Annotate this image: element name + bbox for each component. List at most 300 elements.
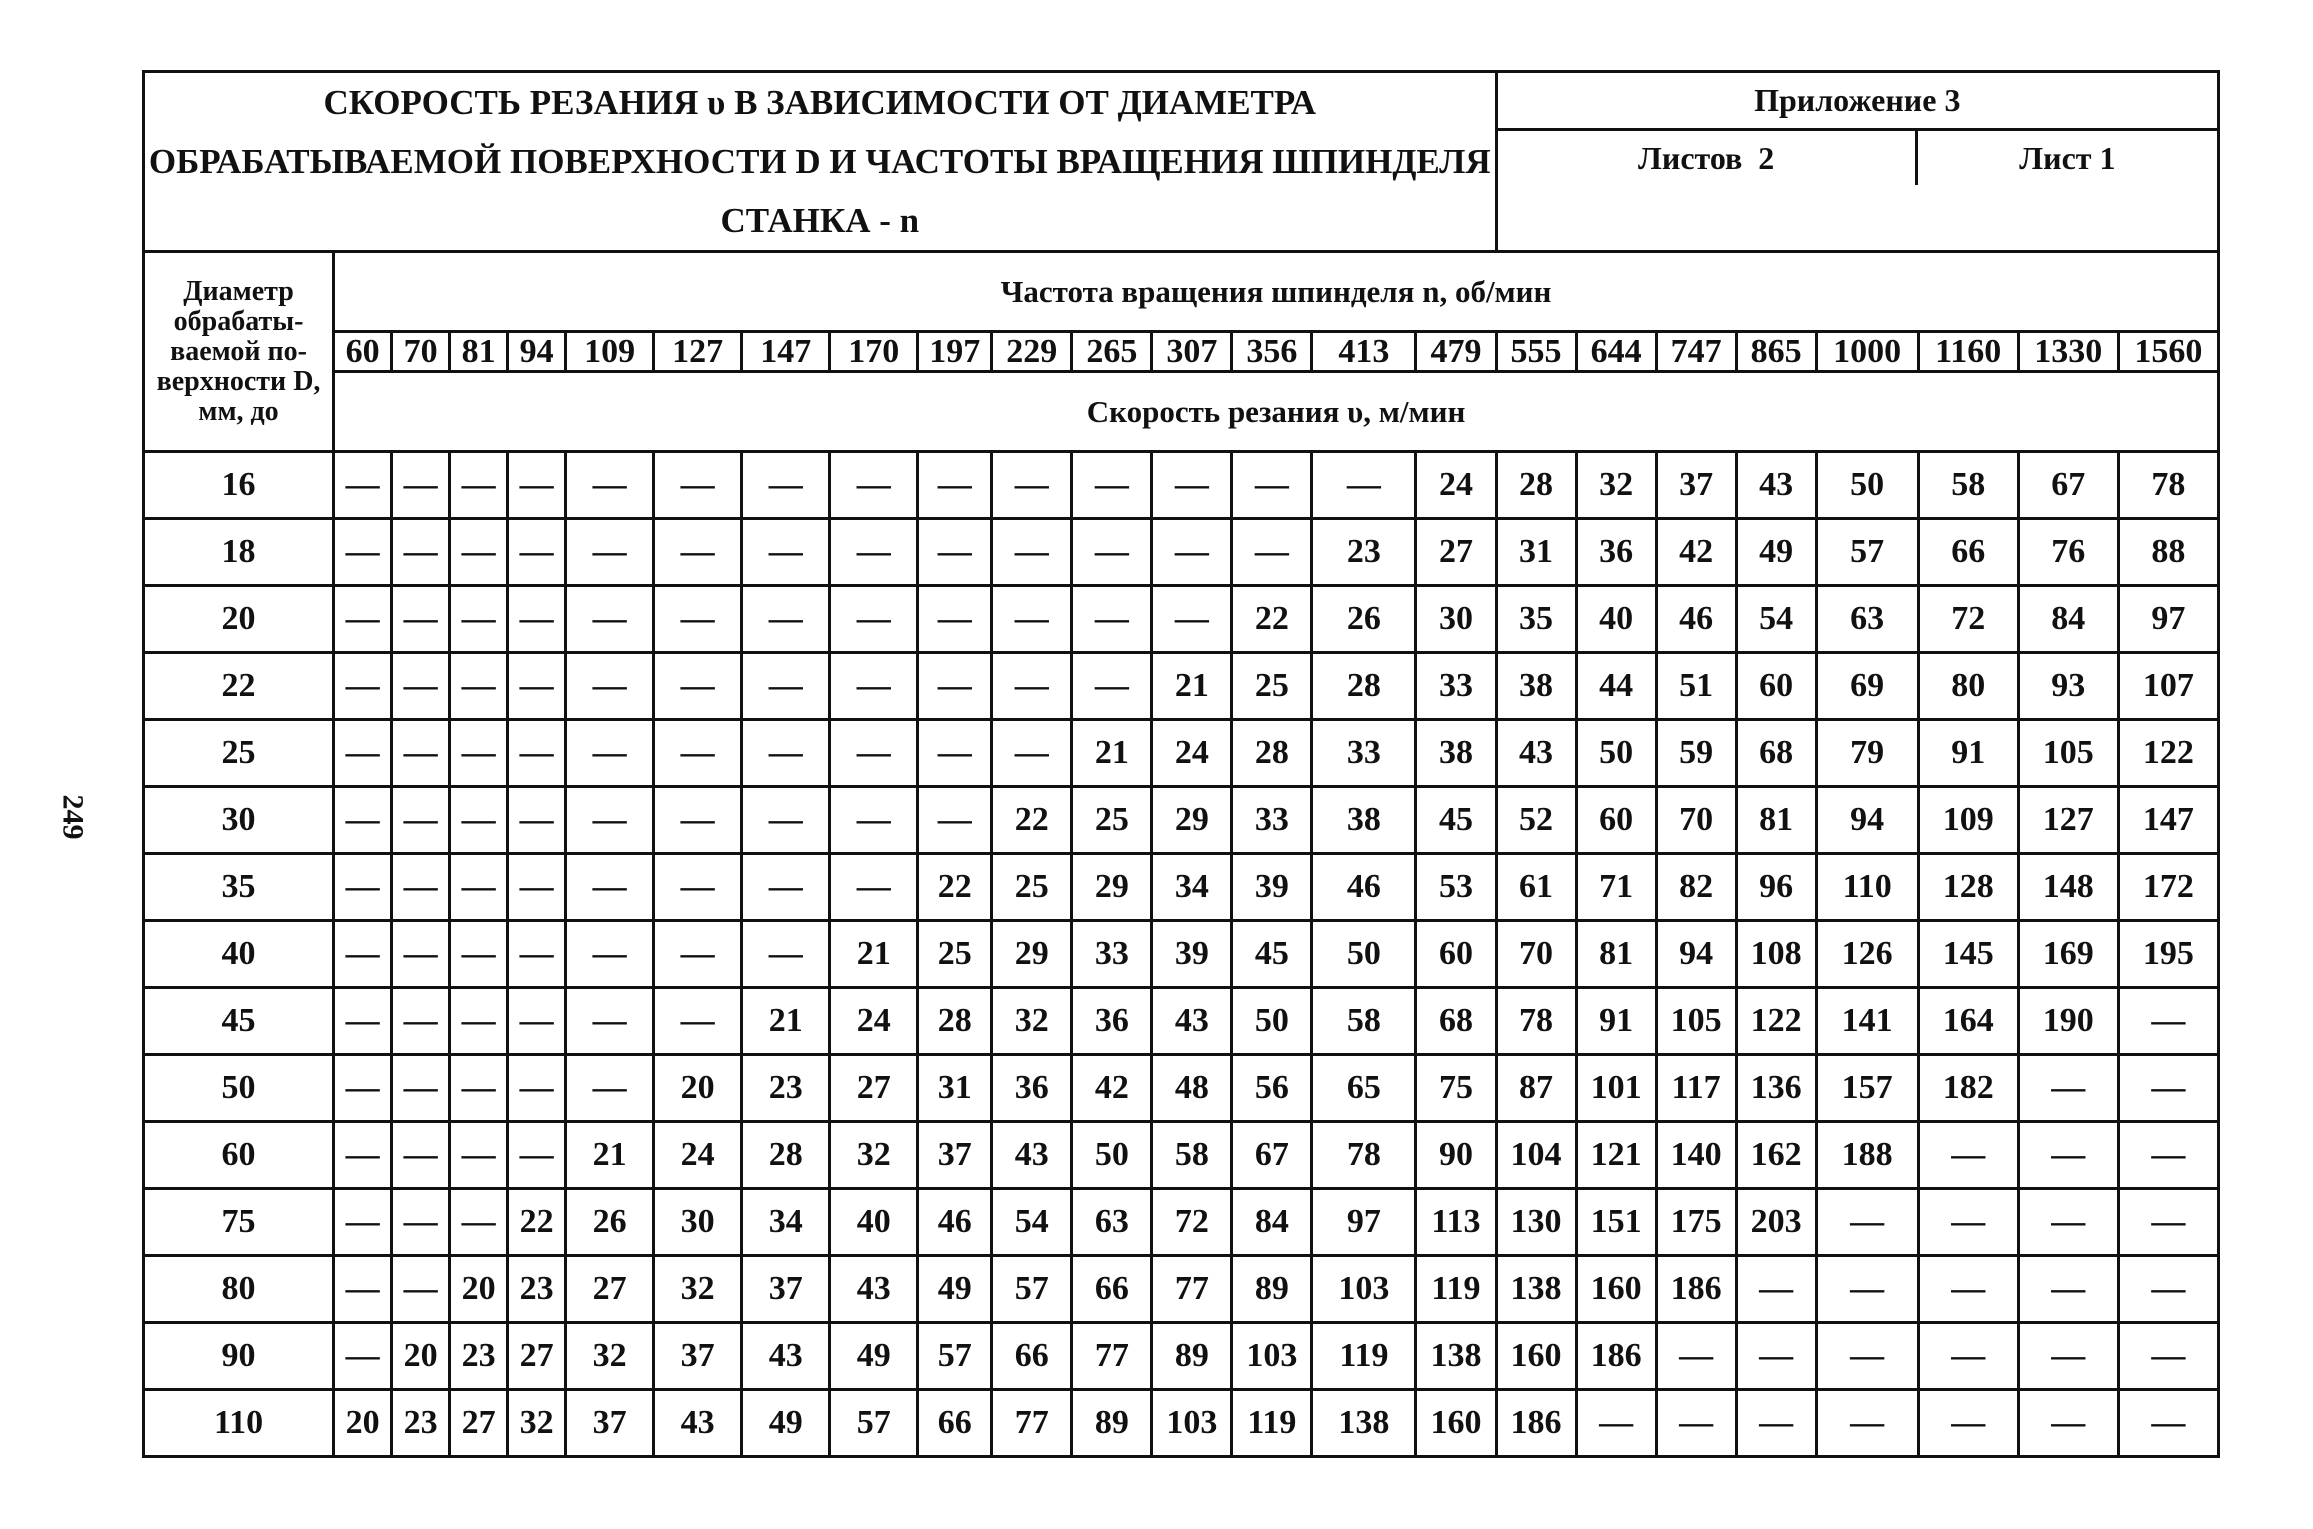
- cutting-speed-cell: 103: [1312, 1256, 1416, 1323]
- cutting-speed-cell: —: [654, 988, 742, 1055]
- cutting-speed-cell: —: [992, 653, 1072, 720]
- cutting-speed-cell: 68: [1416, 988, 1496, 1055]
- cutting-speed-cell: —: [334, 1189, 392, 1256]
- cutting-speed-cell: 148: [2018, 854, 2118, 921]
- cutting-speed-cell: 28: [1496, 452, 1576, 519]
- cutting-speed-cell: —: [392, 653, 450, 720]
- cutting-speed-cell: 97: [1312, 1189, 1416, 1256]
- table-row: [144, 1256, 2219, 1323]
- spindle-speed-cell: 197: [918, 332, 992, 372]
- cutting-speed-cell: 26: [1312, 586, 1416, 653]
- cutting-speed-cell: 63: [1816, 586, 1918, 653]
- cutting-speed-cell: 22: [992, 787, 1072, 854]
- cutting-speed-cell: 151: [1576, 1189, 1656, 1256]
- cutting-speed-cell: 45: [1232, 921, 1312, 988]
- table-row: [144, 787, 2219, 854]
- cutting-speed-cell: 43: [1496, 720, 1576, 787]
- diameter-cell: 20: [144, 586, 334, 653]
- cutting-speed-cell: —: [334, 1323, 392, 1390]
- cutting-speed-cell: 147: [2118, 787, 2218, 854]
- cutting-speed-cell: 145: [1918, 921, 2018, 988]
- cutting-speed-cell: 33: [1312, 720, 1416, 787]
- cutting-speed-cell: —: [654, 787, 742, 854]
- cutting-speed-cell: —: [2018, 1323, 2118, 1390]
- cutting-speed-cell: 57: [1816, 519, 1918, 586]
- cutting-speed-cell: —: [566, 854, 654, 921]
- cutting-speed-cell: —: [654, 452, 742, 519]
- cutting-speed-cell: 88: [2118, 519, 2218, 586]
- cutting-speed-cell: 81: [1736, 787, 1816, 854]
- cutting-speed-cell: 81: [1576, 921, 1656, 988]
- cutting-speed-cell: —: [654, 921, 742, 988]
- cutting-speed-cell: 87: [1496, 1055, 1576, 1122]
- diameter-column-header: Диаметр обрабаты-ваемой по-верхности D, мм, до: [144, 252, 334, 452]
- cutting-speed-cell: 50: [1232, 988, 1312, 1055]
- cutting-speed-cell: 32: [508, 1390, 566, 1457]
- cutting-speed-cell: —: [992, 586, 1072, 653]
- cutting-speed-cell: —: [742, 921, 830, 988]
- cutting-speed-cell: 44: [1576, 653, 1656, 720]
- cutting-speed-cell: 60: [1416, 921, 1496, 988]
- cutting-speed-cell: 42: [1072, 1055, 1152, 1122]
- cutting-speed-cell: 29: [992, 921, 1072, 988]
- cutting-speed-cell: —: [1656, 1323, 1736, 1390]
- cutting-speed-cell: 31: [1496, 519, 1576, 586]
- cutting-speed-cell: 25: [992, 854, 1072, 921]
- cutting-speed-cell: 43: [992, 1122, 1072, 1189]
- cutting-speed-cell: 43: [742, 1323, 830, 1390]
- cutting-speed-cell: 128: [1918, 854, 2018, 921]
- spindle-speed-cell: 1000: [1816, 332, 1918, 372]
- spindle-speed-cell: 265: [1072, 332, 1152, 372]
- cutting-speed-cell: 119: [1312, 1323, 1416, 1390]
- cutting-speed-cell: 172: [2118, 854, 2218, 921]
- cutting-speed-cell: 22: [1232, 586, 1312, 653]
- cutting-speed-cell: 140: [1656, 1122, 1736, 1189]
- cutting-speed-cell: 103: [1152, 1390, 1232, 1457]
- cutting-speed-cell: 75: [1416, 1055, 1496, 1122]
- cutting-speed-cell: 43: [654, 1390, 742, 1457]
- cutting-speed-cell: 138: [1496, 1256, 1576, 1323]
- cutting-speed-cell: 70: [1496, 921, 1576, 988]
- cutting-speed-table: [142, 70, 2220, 1458]
- cutting-speed-cell: 162: [1736, 1122, 1816, 1189]
- cutting-speed-cell: —: [742, 519, 830, 586]
- cutting-speed-cell: 50: [1576, 720, 1656, 787]
- diameter-cell: 40: [144, 921, 334, 988]
- cutting-speed-cell: 20: [334, 1390, 392, 1457]
- spindle-speed-cell: 81: [450, 332, 508, 372]
- cutting-speed-cell: 122: [1736, 988, 1816, 1055]
- cutting-speed-cell: 160: [1496, 1323, 1576, 1390]
- cutting-speed-cell: 138: [1416, 1323, 1496, 1390]
- cutting-speed-cell: —: [392, 854, 450, 921]
- cutting-speed-cell: 27: [450, 1390, 508, 1457]
- cutting-speed-cell: —: [1918, 1256, 2018, 1323]
- cutting-speed-cell: 65: [1312, 1055, 1416, 1122]
- cutting-speed-cell: —: [654, 653, 742, 720]
- cutting-speed-cell: —: [830, 586, 918, 653]
- cutting-speed-cell: 186: [1496, 1390, 1576, 1457]
- cutting-speed-cell: 90: [1416, 1122, 1496, 1189]
- cutting-speed-cell: 186: [1576, 1323, 1656, 1390]
- cutting-speed-cell: 20: [392, 1323, 450, 1390]
- table-row: [144, 653, 2219, 720]
- cutting-speed-cell: —: [392, 519, 450, 586]
- cutting-speed-cell: —: [1152, 519, 1232, 586]
- cutting-speed-cell: —: [2118, 1256, 2218, 1323]
- cutting-speed-cell: 36: [992, 1055, 1072, 1122]
- cutting-speed-cell: —: [392, 1256, 450, 1323]
- cutting-speed-cell: 29: [1152, 787, 1232, 854]
- cutting-speed-cell: 30: [654, 1189, 742, 1256]
- cutting-speed-cell: 28: [742, 1122, 830, 1189]
- cutting-speed-cell: —: [2018, 1189, 2118, 1256]
- cutting-speed-cell: 190: [2018, 988, 2118, 1055]
- cutting-speed-cell: —: [1072, 653, 1152, 720]
- cutting-speed-cell: —: [450, 1055, 508, 1122]
- cutting-speed-cell: 79: [1816, 720, 1918, 787]
- cutting-speed-cell: —: [334, 1055, 392, 1122]
- cutting-speed-cell: 49: [742, 1390, 830, 1457]
- cutting-speed-cell: 30: [1416, 586, 1496, 653]
- cutting-speed-cell: 40: [1576, 586, 1656, 653]
- cutting-speed-cell: 43: [830, 1256, 918, 1323]
- cutting-speed-cell: 46: [1656, 586, 1736, 653]
- cutting-speed-cell: —: [392, 1055, 450, 1122]
- diameter-cell: 80: [144, 1256, 334, 1323]
- cutting-speed-cell: 24: [1416, 452, 1496, 519]
- cutting-speed-cell: 122: [2118, 720, 2218, 787]
- cutting-speed-cell: —: [392, 586, 450, 653]
- cutting-speed-cell: 21: [830, 921, 918, 988]
- cutting-speed-cell: —: [2118, 1189, 2218, 1256]
- diameter-cell: 90: [144, 1323, 334, 1390]
- cutting-speed-cell: 28: [918, 988, 992, 1055]
- cutting-speed-cell: —: [450, 1189, 508, 1256]
- spindle-speed-cell: 644: [1576, 332, 1656, 372]
- cutting-speed-cell: 23: [508, 1256, 566, 1323]
- diameter-cell: 16: [144, 452, 334, 519]
- cutting-speed-cell: 24: [654, 1122, 742, 1189]
- cutting-speed-cell: 27: [1416, 519, 1496, 586]
- cutting-speed-cell: 160: [1416, 1390, 1496, 1457]
- cutting-speed-cell: 53: [1416, 854, 1496, 921]
- cutting-speed-cell: 94: [1656, 921, 1736, 988]
- cutting-speed-cell: 23: [742, 1055, 830, 1122]
- spindle-speed-row: [144, 332, 2219, 372]
- cutting-speed-cell: —: [2118, 988, 2218, 1055]
- cutting-speed-cell: 103: [1232, 1323, 1312, 1390]
- cutting-speed-cell: —: [392, 787, 450, 854]
- cutting-speed-cell: —: [450, 787, 508, 854]
- cutting-speed-cell: 50: [1312, 921, 1416, 988]
- sheet-current-label: Лист 1: [2019, 139, 2116, 176]
- cutting-speed-cell: 39: [1152, 921, 1232, 988]
- cutting-speed-cell: 186: [1656, 1256, 1736, 1323]
- cutting-speed-cell: —: [2118, 1390, 2218, 1457]
- cutting-speed-cell: —: [508, 1055, 566, 1122]
- cutting-speed-cell: —: [450, 586, 508, 653]
- cutting-speed-cell: —: [566, 452, 654, 519]
- cutting-speed-cell: —: [742, 854, 830, 921]
- cutting-speed-cell: —: [992, 452, 1072, 519]
- cutting-speed-cell: 37: [1656, 452, 1736, 519]
- cutting-speed-cell: —: [2118, 1122, 2218, 1189]
- cutting-speed-cell: 78: [1496, 988, 1576, 1055]
- cutting-speed-cell: —: [830, 452, 918, 519]
- cutting-speed-cell: —: [1576, 1390, 1656, 1457]
- cutting-speed-cell: —: [566, 653, 654, 720]
- cutting-speed-cell: 195: [2118, 921, 2218, 988]
- cutting-speed-cell: 89: [1072, 1390, 1152, 1457]
- table-row: [144, 720, 2219, 787]
- cutting-speed-cell: 70: [1656, 787, 1736, 854]
- cutting-speed-cell: —: [1232, 452, 1312, 519]
- cutting-speed-cell: 160: [1576, 1256, 1656, 1323]
- cutting-speed-cell: —: [566, 921, 654, 988]
- cutting-speed-cell: 78: [1312, 1122, 1416, 1189]
- diameter-cell: 25: [144, 720, 334, 787]
- cutting-speed-cell: 33: [1232, 787, 1312, 854]
- cutting-speed-cell: 107: [2118, 653, 2218, 720]
- cutting-speed-cell: 113: [1416, 1189, 1496, 1256]
- cutting-speed-cell: 43: [1736, 452, 1816, 519]
- cutting-speed-cell: —: [742, 720, 830, 787]
- cutting-speed-cell: —: [918, 653, 992, 720]
- cutting-speed-cell: —: [1072, 586, 1152, 653]
- cutting-speed-cell: 46: [918, 1189, 992, 1256]
- table-row: [144, 519, 2219, 586]
- cutting-speed-cell: 27: [566, 1256, 654, 1323]
- spindle-speed-cell: 1560: [2118, 332, 2218, 372]
- cutting-speed-cell: 77: [1072, 1323, 1152, 1390]
- cutting-speed-cell: 37: [566, 1390, 654, 1457]
- cutting-speed-cell: 66: [1918, 519, 2018, 586]
- cutting-speed-cell: 108: [1736, 921, 1816, 988]
- cutting-speed-cell: 68: [1736, 720, 1816, 787]
- cutting-speed-cell: —: [1736, 1323, 1816, 1390]
- cutting-speed-cell: —: [566, 988, 654, 1055]
- cutting-speed-cell: —: [450, 452, 508, 519]
- cutting-speed-cell: 32: [654, 1256, 742, 1323]
- cutting-speed-cell: 182: [1918, 1055, 2018, 1122]
- cutting-speed-cell: —: [2018, 1390, 2118, 1457]
- spindle-speed-cell: 307: [1152, 332, 1232, 372]
- cutting-speed-cell: 78: [2118, 452, 2218, 519]
- cutting-speed-cell: 94: [1816, 787, 1918, 854]
- table-row: [144, 921, 2219, 988]
- spindle-speed-cell: 555: [1496, 332, 1576, 372]
- cutting-speed-cell: 25: [1232, 653, 1312, 720]
- cutting-speed-cell: 37: [918, 1122, 992, 1189]
- diameter-cell: 22: [144, 653, 334, 720]
- cutting-speed-cell: 50: [1816, 452, 1918, 519]
- cutting-speed-cell: —: [450, 1122, 508, 1189]
- cutting-speed-cell: —: [508, 1122, 566, 1189]
- table-row: [144, 854, 2219, 921]
- cutting-speed-cell: 54: [1736, 586, 1816, 653]
- cutting-speed-cell: 58: [1312, 988, 1416, 1055]
- cutting-speed-cell: —: [334, 452, 392, 519]
- cutting-speed-cell: 169: [2018, 921, 2118, 988]
- cutting-speed-cell: —: [508, 586, 566, 653]
- spindle-speed-header: Частота вращения шпинделя n, об/мин: [334, 252, 2219, 332]
- cutting-speed-cell: 126: [1816, 921, 1918, 988]
- cutting-speed-cell: 60: [1736, 653, 1816, 720]
- appendix-label: Приложение 3: [1498, 73, 2217, 131]
- cutting-speed-cell: —: [566, 1055, 654, 1122]
- cutting-speed-cell: 56: [1232, 1055, 1312, 1122]
- cutting-speed-cell: 50: [1072, 1122, 1152, 1189]
- cutting-speed-cell: 67: [1232, 1122, 1312, 1189]
- cutting-speed-cell: 45: [1416, 787, 1496, 854]
- cutting-speed-cell: —: [508, 519, 566, 586]
- cutting-speed-cell: 52: [1496, 787, 1576, 854]
- cutting-speed-cell: —: [450, 988, 508, 1055]
- cutting-speed-cell: —: [392, 720, 450, 787]
- cutting-speed-cell: 32: [566, 1323, 654, 1390]
- cutting-speed-cell: 130: [1496, 1189, 1576, 1256]
- cutting-speed-cell: 46: [1312, 854, 1416, 921]
- cutting-speed-cell: 29: [1072, 854, 1152, 921]
- cutting-speed-cell: 136: [1736, 1055, 1816, 1122]
- cutting-speed-header: Скорость резания υ, м/мин: [334, 372, 2219, 452]
- cutting-speed-cell: 66: [992, 1323, 1072, 1390]
- cutting-speed-cell: 35: [1496, 586, 1576, 653]
- cutting-speed-cell: 77: [992, 1390, 1072, 1457]
- spindle-speed-cell: 109: [566, 332, 654, 372]
- cutting-speed-cell: 31: [918, 1055, 992, 1122]
- cutting-speed-cell: —: [654, 519, 742, 586]
- cutting-speed-cell: 104: [1496, 1122, 1576, 1189]
- cutting-speed-cell: 61: [1496, 854, 1576, 921]
- table-row: [144, 452, 2219, 519]
- cutting-speed-cell: —: [742, 653, 830, 720]
- cutting-speed-cell: 49: [830, 1323, 918, 1390]
- page-number: 249: [56, 794, 90, 840]
- cutting-speed-cell: 24: [830, 988, 918, 1055]
- diameter-cell: 75: [144, 1189, 334, 1256]
- cutting-speed-cell: —: [1816, 1390, 1918, 1457]
- cutting-speed-cell: 36: [1576, 519, 1656, 586]
- cutting-speed-cell: 66: [1072, 1256, 1152, 1323]
- cutting-speed-cell: 89: [1232, 1256, 1312, 1323]
- cutting-speed-cell: 34: [742, 1189, 830, 1256]
- cutting-speed-cell: —: [508, 988, 566, 1055]
- cutting-speed-cell: 57: [918, 1323, 992, 1390]
- cutting-speed-cell: —: [918, 452, 992, 519]
- cutting-speed-cell: 58: [1918, 452, 2018, 519]
- cutting-speed-cell: 38: [1312, 787, 1416, 854]
- cutting-speed-cell: —: [2118, 1323, 2218, 1390]
- cutting-speed-cell: —: [2018, 1055, 2118, 1122]
- cutting-speed-cell: —: [830, 519, 918, 586]
- cutting-speed-cell: 157: [1816, 1055, 1918, 1122]
- cutting-speed-cell: —: [392, 452, 450, 519]
- cutting-speed-cell: —: [1918, 1189, 2018, 1256]
- cutting-speed-cell: —: [334, 586, 392, 653]
- cutting-speed-cell: 42: [1656, 519, 1736, 586]
- spindle-speed-cell: 413: [1312, 332, 1416, 372]
- cutting-speed-cell: —: [1736, 1390, 1816, 1457]
- spindle-speed-cell: 865: [1736, 332, 1816, 372]
- cutting-speed-cell: 25: [918, 921, 992, 988]
- cutting-speed-cell: —: [334, 519, 392, 586]
- cutting-speed-cell: 38: [1416, 720, 1496, 787]
- diameter-cell: 110: [144, 1390, 334, 1457]
- cutting-speed-cell: —: [1918, 1390, 2018, 1457]
- cutting-speed-cell: 37: [654, 1323, 742, 1390]
- cutting-speed-cell: 77: [1152, 1256, 1232, 1323]
- cutting-speed-cell: —: [450, 653, 508, 720]
- cutting-speed-cell: 27: [508, 1323, 566, 1390]
- cutting-speed-cell: 25: [1072, 787, 1152, 854]
- cutting-speed-cell: 138: [1312, 1390, 1416, 1457]
- cutting-speed-cell: 175: [1656, 1189, 1736, 1256]
- table-row: [144, 1122, 2219, 1189]
- cutting-speed-cell: —: [654, 854, 742, 921]
- cutting-speed-cell: 84: [1232, 1189, 1312, 1256]
- cutting-speed-cell: 105: [1656, 988, 1736, 1055]
- cutting-speed-cell: —: [830, 787, 918, 854]
- cutting-speed-cell: 127: [2018, 787, 2118, 854]
- diameter-cell: 30: [144, 787, 334, 854]
- cutting-speed-cell: —: [508, 653, 566, 720]
- cutting-speed-cell: 72: [1918, 586, 2018, 653]
- cutting-speed-cell: —: [334, 988, 392, 1055]
- spindle-speed-cell: 127: [654, 332, 742, 372]
- cutting-speed-cell: 23: [1312, 519, 1416, 586]
- cutting-speed-cell: 20: [654, 1055, 742, 1122]
- cutting-speed-cell: —: [830, 653, 918, 720]
- cutting-speed-cell: 21: [1072, 720, 1152, 787]
- cutting-speed-cell: —: [742, 586, 830, 653]
- cutting-speed-cell: 76: [2018, 519, 2118, 586]
- cutting-speed-cell: 82: [1656, 854, 1736, 921]
- spindle-speed-cell: 70: [392, 332, 450, 372]
- cutting-speed-cell: 66: [918, 1390, 992, 1457]
- cutting-speed-cell: 33: [1416, 653, 1496, 720]
- cutting-speed-cell: —: [392, 921, 450, 988]
- spindle-speed-cell: 170: [830, 332, 918, 372]
- cutting-speed-cell: 27: [830, 1055, 918, 1122]
- cutting-speed-cell: 121: [1576, 1122, 1656, 1189]
- cutting-speed-cell: 188: [1816, 1122, 1918, 1189]
- cutting-speed-cell: 36: [1072, 988, 1152, 1055]
- spindle-speed-cell: 94: [508, 332, 566, 372]
- cutting-speed-cell: 32: [992, 988, 1072, 1055]
- cutting-speed-cell: —: [1816, 1189, 1918, 1256]
- cutting-speed-cell: 57: [830, 1390, 918, 1457]
- cutting-speed-cell: 72: [1152, 1189, 1232, 1256]
- cutting-speed-cell: 38: [1496, 653, 1576, 720]
- cutting-speed-cell: 28: [1312, 653, 1416, 720]
- diameter-cell: 18: [144, 519, 334, 586]
- cutting-speed-cell: —: [2018, 1256, 2118, 1323]
- spindle-speed-cell: 1330: [2018, 332, 2118, 372]
- cutting-speed-cell: —: [830, 854, 918, 921]
- cutting-speed-cell: 203: [1736, 1189, 1816, 1256]
- cutting-speed-cell: 67: [2018, 452, 2118, 519]
- cutting-speed-cell: —: [1918, 1122, 2018, 1189]
- cutting-speed-cell: —: [1072, 519, 1152, 586]
- cutting-speed-cell: —: [992, 519, 1072, 586]
- cutting-speed-cell: 101: [1576, 1055, 1656, 1122]
- cutting-speed-cell: 109: [1918, 787, 2018, 854]
- cutting-speed-cell: 21: [566, 1122, 654, 1189]
- cutting-speed-cell: 96: [1736, 854, 1816, 921]
